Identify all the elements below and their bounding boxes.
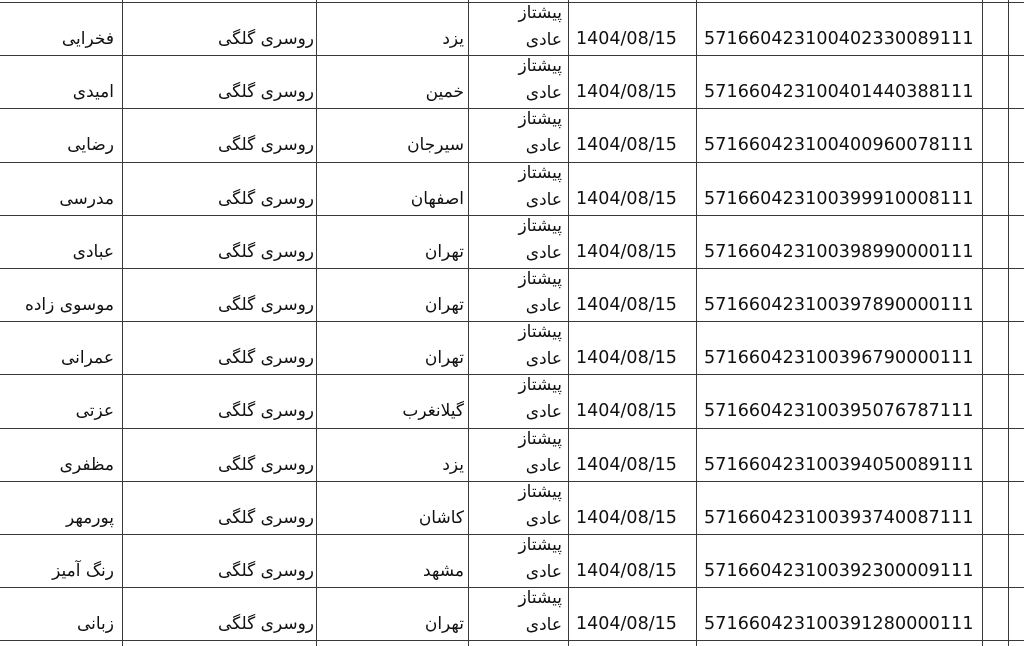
city-cell[interactable]: مشهد: [422, 561, 464, 581]
product-cell[interactable]: روسری گلگی: [217, 561, 314, 581]
city-cell[interactable]: تهران: [424, 614, 464, 635]
tracking-number-cell[interactable]: 571660423100392300009111: [704, 561, 974, 581]
customer-name-cell[interactable]: عزتی: [75, 401, 114, 422]
customer-name-cell[interactable]: عبادی: [72, 241, 114, 262]
post-type-secondary-cell[interactable]: عادی: [525, 242, 562, 263]
customer-name-cell[interactable]: فخرایی: [61, 29, 114, 49]
city-cell[interactable]: تهران: [424, 348, 464, 369]
post-type-primary-cell[interactable]: پیشتاز: [518, 215, 562, 236]
table-row: [0, 55, 1024, 108]
row-divider: [0, 640, 1024, 641]
tracking-number-cell[interactable]: 571660423100402330089111: [704, 29, 974, 49]
table-row: [0, 374, 1024, 427]
post-type-primary-cell[interactable]: پیشتاز: [518, 109, 562, 130]
product-cell[interactable]: روسری گلگی: [217, 454, 314, 475]
product-cell[interactable]: روسری گلگی: [217, 507, 314, 528]
table-row: [0, 428, 1024, 481]
product-cell[interactable]: روسری گلگی: [217, 295, 314, 315]
table-row: [0, 534, 1024, 587]
date-cell[interactable]: 1404/08/15: [576, 454, 677, 475]
customer-name-cell[interactable]: مظفری: [59, 454, 114, 475]
post-type-secondary-cell[interactable]: عادی: [525, 296, 562, 316]
post-type-primary-cell[interactable]: پیشتاز: [518, 535, 562, 555]
tracking-number-cell[interactable]: 571660423100396790000111: [704, 348, 974, 369]
table-row: [0, 108, 1024, 161]
tracking-number-cell[interactable]: 571660423100391280000111: [704, 614, 974, 635]
date-cell[interactable]: 1404/08/15: [576, 614, 677, 635]
post-type-primary-cell[interactable]: پیشتاز: [518, 269, 562, 289]
post-type-primary-cell[interactable]: پیشتاز: [518, 162, 562, 183]
city-cell[interactable]: خمین: [425, 82, 464, 103]
post-type-secondary-cell[interactable]: عادی: [525, 136, 562, 157]
table-row: [0, 2, 1024, 55]
post-type-primary-cell[interactable]: پیشتاز: [518, 322, 562, 343]
product-cell[interactable]: روسری گلگی: [217, 348, 314, 369]
table-row: [0, 268, 1024, 321]
city-cell[interactable]: یزد: [442, 454, 464, 475]
post-type-primary-cell[interactable]: پیشتاز: [518, 56, 562, 77]
tracking-number-cell[interactable]: 571660423100398990000111: [704, 241, 974, 262]
date-cell[interactable]: 1404/08/15: [576, 561, 677, 581]
post-type-primary-cell[interactable]: پیشتاز: [518, 3, 562, 23]
city-cell[interactable]: اصفهان: [410, 188, 464, 209]
city-cell[interactable]: تهران: [424, 295, 464, 315]
customer-name-cell[interactable]: رنگ آمیز: [52, 561, 114, 581]
date-cell[interactable]: 1404/08/15: [576, 241, 677, 262]
date-cell[interactable]: 1404/08/15: [576, 29, 677, 49]
table-row: [0, 587, 1024, 640]
product-cell[interactable]: روسری گلگی: [217, 82, 314, 103]
post-type-primary-cell[interactable]: پیشتاز: [518, 375, 562, 396]
product-cell[interactable]: روسری گلگی: [217, 188, 314, 209]
post-type-secondary-cell[interactable]: عادی: [525, 562, 562, 582]
city-cell[interactable]: یزد: [442, 29, 464, 49]
tracking-number-cell[interactable]: 571660423100394050089111: [704, 454, 974, 475]
product-cell[interactable]: روسری گلگی: [217, 401, 314, 422]
post-type-secondary-cell[interactable]: عادی: [525, 83, 562, 104]
post-type-secondary-cell[interactable]: عادی: [525, 455, 562, 476]
post-type-secondary-cell[interactable]: عادی: [525, 349, 562, 370]
customer-name-cell[interactable]: عمرانی: [61, 348, 114, 369]
tracking-number-cell[interactable]: 571660423100393740087111: [704, 507, 974, 528]
post-type-secondary-cell[interactable]: عادی: [525, 615, 562, 636]
date-cell[interactable]: 1404/08/15: [576, 401, 677, 422]
table-row: [0, 481, 1024, 534]
customer-name-cell[interactable]: رضایی: [67, 135, 114, 156]
post-type-primary-cell[interactable]: پیشتاز: [518, 588, 562, 609]
post-type-primary-cell[interactable]: پیشتاز: [518, 428, 562, 449]
date-cell[interactable]: 1404/08/15: [576, 188, 677, 209]
customer-name-cell[interactable]: موسوی زاده: [24, 295, 114, 315]
date-cell[interactable]: 1404/08/15: [576, 295, 677, 315]
customer-name-cell[interactable]: مدرسی: [59, 188, 114, 209]
date-cell[interactable]: 1404/08/15: [576, 348, 677, 369]
tracking-number-cell[interactable]: 571660423100401440388111: [704, 82, 974, 103]
tracking-number-cell[interactable]: 571660423100395076787111: [704, 401, 974, 422]
table-row: [0, 162, 1024, 215]
date-cell[interactable]: 1404/08/15: [576, 82, 677, 103]
tracking-number-cell[interactable]: 571660423100399910008111: [704, 188, 974, 209]
product-cell[interactable]: روسری گلگی: [217, 614, 314, 635]
table-row: [0, 215, 1024, 268]
city-cell[interactable]: گیلانغرب: [402, 401, 464, 422]
table-row: [0, 321, 1024, 374]
product-cell[interactable]: روسری گلگی: [217, 29, 314, 49]
date-cell[interactable]: 1404/08/15: [576, 507, 677, 528]
post-type-secondary-cell[interactable]: عادی: [525, 189, 562, 210]
tracking-number-cell[interactable]: 571660423100400960078111: [704, 135, 974, 156]
city-cell[interactable]: تهران: [424, 241, 464, 262]
city-cell[interactable]: کاشان: [418, 507, 464, 528]
customer-name-cell[interactable]: پورمهر: [65, 507, 114, 528]
customer-name-cell[interactable]: امیدی: [72, 82, 114, 103]
product-cell[interactable]: روسری گلگی: [217, 241, 314, 262]
post-type-secondary-cell[interactable]: عادی: [525, 402, 562, 423]
post-type-primary-cell[interactable]: پیشتاز: [518, 481, 562, 502]
product-cell[interactable]: روسری گلگی: [217, 135, 314, 156]
city-cell[interactable]: سیرجان: [407, 135, 464, 156]
date-cell[interactable]: 1404/08/15: [576, 135, 677, 156]
customer-name-cell[interactable]: زبانی: [76, 614, 114, 635]
post-type-secondary-cell[interactable]: عادی: [525, 508, 562, 529]
tracking-number-cell[interactable]: 571660423100397890000111: [704, 295, 974, 315]
post-type-secondary-cell[interactable]: عادی: [525, 30, 562, 50]
